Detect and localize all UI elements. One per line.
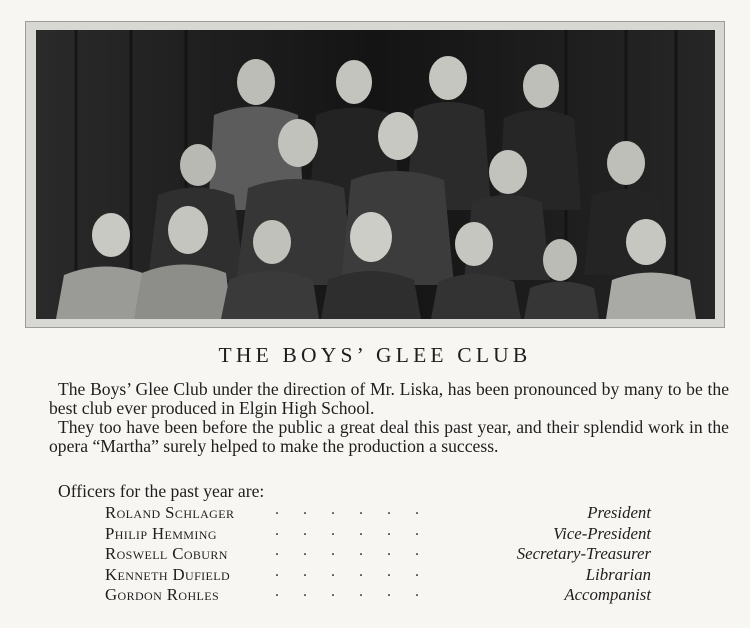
dot-leader: ...... <box>275 501 443 518</box>
officer-office: Accompanist <box>560 585 651 605</box>
dot-leader: ...... <box>275 562 443 580</box>
officer-name: Roswell Coburn <box>105 544 228 563</box>
officers-list <box>105 503 651 606</box>
group-photograph <box>36 30 715 319</box>
officer-row <box>105 521 651 545</box>
officers-intro: Officers for the past year are: <box>58 481 265 501</box>
officer-row <box>105 503 651 524</box>
dot-leader: ...... <box>275 583 443 600</box>
officer-name: Kenneth Dufield <box>105 564 231 584</box>
officer-row <box>105 585 651 606</box>
officer-office: Vice-President <box>549 524 651 544</box>
officer-name: Gordon Rohles <box>105 585 220 604</box>
officer-name: Roland Schlager <box>105 503 235 522</box>
paragraph-1: The Boys’ Glee Club under the direction of Mr. Liska, has been pronounced by many to be the best club ever produced in Elgin High School. <box>49 379 729 418</box>
officer-row <box>105 562 651 586</box>
officer-row <box>105 544 651 565</box>
glee-club-photo-image <box>36 30 715 319</box>
dot-leader: ...... <box>275 521 443 539</box>
officer-office: President <box>583 503 651 523</box>
officer-office: Secretary-Treasurer <box>513 544 651 564</box>
page-heading: THE BOYS’ GLEE CLUB <box>218 343 532 367</box>
paragraph-2: They too have been before the public a great deal this past year, and their splendid work in the opera “Martha” surely helped to make the production a success. <box>49 417 729 456</box>
article-body <box>49 380 729 456</box>
officer-office: Librarian <box>582 565 651 585</box>
group-photograph-frame <box>25 21 725 328</box>
dot-leader: ...... <box>275 542 443 559</box>
officer-name: Philip Hemming <box>105 523 217 543</box>
